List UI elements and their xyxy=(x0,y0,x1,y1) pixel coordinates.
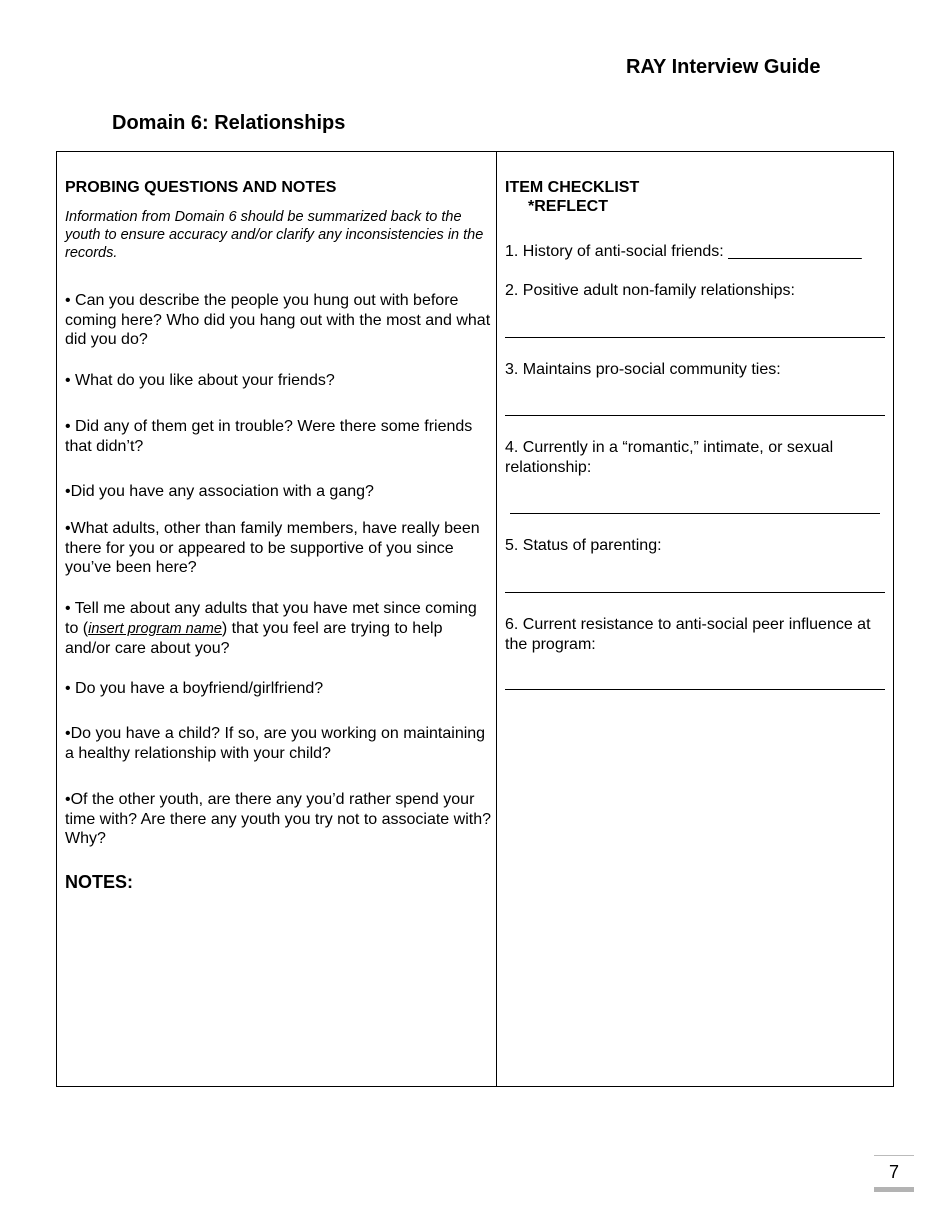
answer-line-6[interactable] xyxy=(505,689,885,690)
question-9: •Of the other youth, are there any you’d rather spend your time with? Are there any youth you try not to associate with? Why? xyxy=(65,791,491,847)
checklist-item-6: 6. Current resistance to anti-social peer influence at the program: xyxy=(505,616,871,653)
answer-line-4[interactable] xyxy=(510,513,880,514)
page-number: 7 xyxy=(874,1155,914,1183)
checklist-item-2: 2. Positive adult non-family relationships: xyxy=(505,282,795,299)
question-1: • Can you describe the people you hung out with before coming here? Who did you hang out with the most and what did you do? xyxy=(65,292,491,348)
question-8: •Do you have a child? If so, are you working on maintaining a healthy relationship with your child? xyxy=(65,725,486,762)
page-number-bar xyxy=(874,1187,914,1192)
domain-title: Domain 6: Relationships xyxy=(112,112,346,134)
notes-label: NOTES: xyxy=(65,872,134,892)
question-7: • Do you have a boyfriend/girlfriend? xyxy=(65,680,324,697)
question-2: • What do you like about your friends? xyxy=(65,372,335,389)
question-5: •What adults, other than family members, have really been there for you or appeared to be supportive of you since you’ve been here? xyxy=(65,520,480,576)
reflect-subheading: *REFLECT xyxy=(528,198,608,215)
column-divider xyxy=(496,152,497,1086)
document-title: RAY Interview Guide xyxy=(626,56,821,78)
item-checklist-heading: ITEM CHECKLIST xyxy=(505,179,640,196)
answer-line-2[interactable] xyxy=(505,337,885,338)
checklist-item-5: 5. Status of parenting: xyxy=(505,537,662,554)
question-6-text-b: ) that you feel are trying to help and/or care about you? xyxy=(65,619,443,657)
answer-line-3[interactable] xyxy=(505,415,885,416)
question-3: • Did any of them get in trouble? Were there some friends that didn’t? xyxy=(65,418,473,455)
checklist-item-4: 4. Currently in a “romantic,” intimate, or sexual relationship: xyxy=(505,439,834,476)
probing-questions-column xyxy=(65,178,491,892)
answer-line-5[interactable] xyxy=(505,592,885,593)
probing-questions-heading: PROBING QUESTIONS AND NOTES xyxy=(65,179,337,196)
instructions-text: Information from Domain 6 should be summarized back to the youth to ensure accuracy and/or clarify any inconsistencies in the records. xyxy=(65,209,484,261)
interview-table xyxy=(56,151,894,1087)
item-checklist-column xyxy=(505,178,887,653)
checklist-item-3: 3. Maintains pro-social community ties: xyxy=(505,361,781,378)
question-6-text-a: • Tell me about any adults that you have met since coming to ( xyxy=(65,600,477,637)
insert-program-name: insert program name xyxy=(88,620,222,637)
question-4: •Did you have any association with a gang? xyxy=(65,483,374,500)
checklist-item-1: 1. History of anti-social friends: _______________ xyxy=(505,243,862,260)
question-6 xyxy=(65,599,491,659)
